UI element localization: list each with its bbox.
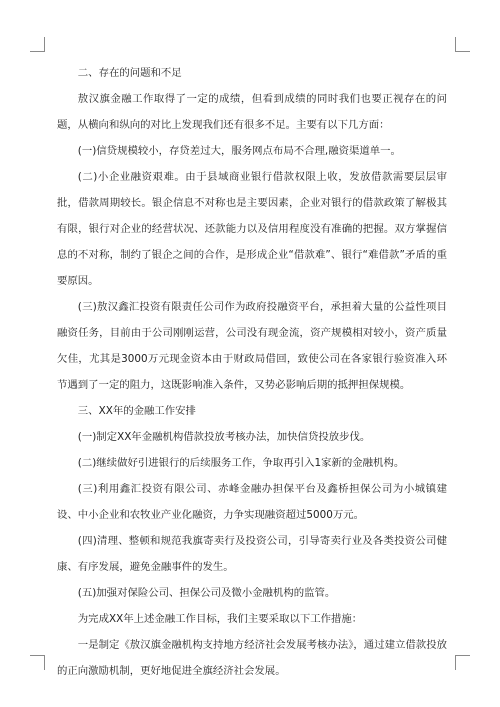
paragraph-item: (三)利用鑫汇投资有限公司、赤峰金融办担保平台及鑫桥担保公司为小城镇建设、中小企业和农牧业产业化融资，力争实现融资超过5000万元。 xyxy=(57,483,447,521)
document-body xyxy=(57,60,447,684)
corner-mark-bottom-right xyxy=(455,655,470,670)
corner-mark-top-left xyxy=(30,37,45,52)
section-heading-plan: 三、XX年的金融工作安排 xyxy=(77,405,196,417)
corner-mark-bottom-left xyxy=(30,655,45,670)
paragraph-item: (二)小企业融资艰难。由于县域商业银行借款权限上收，发放借款需要层层审批，借款周期较长。银企信息不对称也是主要因素，企业对银行的借款政策了解极其有限，银行对企业的经营状况、还款能力以及信用程度没有准确的把握。双方掌握信息的不对称，制约了银企之间的合作，是形成企业“借款难”、银行“难借款”矛盾的重要原因。 xyxy=(57,171,447,287)
paragraph-measures-intro: 为完成XX年上述金融工作目标，我们主要采取以下工作措施： xyxy=(77,613,363,625)
paragraph-item: (四)清理、整顿和规范我旗寄卖行及投资公司，引导寄卖行业及各类投资公司健康、有序发展，避免金融事件的发生。 xyxy=(57,535,447,573)
section-heading-problems: 二、存在的问题和不足 xyxy=(77,67,182,79)
corner-mark-top-right xyxy=(455,37,470,52)
paragraph-item: (五)加强对保险公司、担保公司及微小金融机构的监管。 xyxy=(77,587,336,599)
paragraph-item: (一)信贷规模较小，存贷差过大，服务网点布局不合理,融资渠道单一。 xyxy=(77,145,401,157)
paragraph-measure: 一是制定《敖汉旗金融机构支持地方经济社会发展考核办法》，通过建立借款投放的正向激励机制，更好地促进全旗经济社会发展。 xyxy=(57,639,447,677)
paragraph-item: (三)敖汉鑫汇投资有限责任公司作为政府投融资平台，承担着大量的公益性项目融资任务，目前由于公司刚刚运营，公司没有现金流，资产规模相对较小，资产质量欠佳，尤其是3000万元现金资本由于财政局借回，致使公司在各家银行验资准入环节遇到了一定的阻力，这既影响准入条件，又势必影响后期的抵押担保规模。 xyxy=(57,301,447,391)
paragraph-intro: 敖汉旗金融工作取得了一定的成绩，但看到成绩的同时我们也要正视存在的问题，从横向和纵向的对比上发现我们还有很多不足。主要有以下几方面： xyxy=(57,93,447,131)
paragraph-item: (二)继续做好引进银行的后续服务工作，争取再引入1家新的金融机构。 xyxy=(77,457,405,469)
paragraph-item: (一)制定XX年金融机构借款投放考核办法，加快信贷投放步伐。 xyxy=(77,431,371,443)
